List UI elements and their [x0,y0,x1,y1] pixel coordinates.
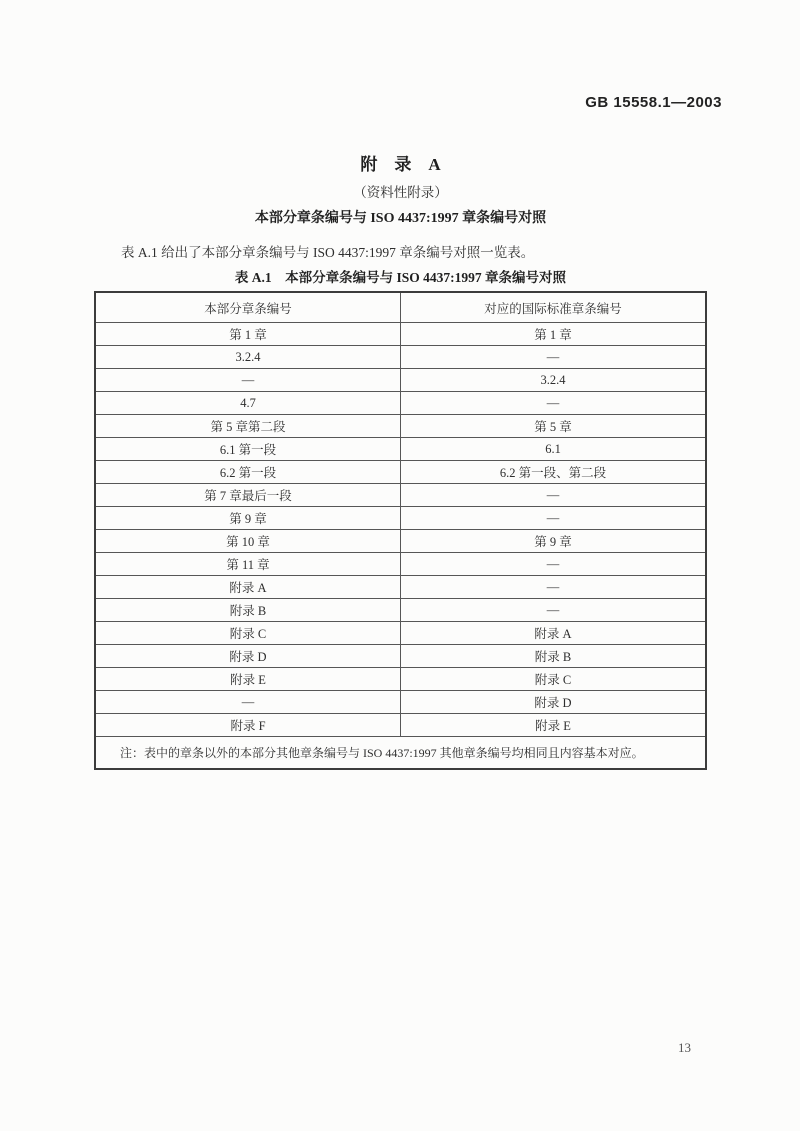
col-header-iso: 对应的国际标准章条编号 [401,292,707,323]
col-header-this-part: 本部分章条编号 [95,292,401,323]
table-row [95,507,706,530]
page-number: 13 [678,1040,691,1055]
table-cell: — [401,599,707,622]
table-cell: 附录 A [401,622,707,645]
table-body [95,323,706,737]
table-cell: 附录 F [95,714,401,737]
table-row [95,415,706,438]
appendix-title: 附 录 A [360,155,441,174]
table-cell: 6.2 第一段 [95,461,401,484]
table-row [95,622,706,645]
intro-paragraph: 表 A.1 给出了本部分章条编号与 ISO 4437:1997 章条编号对照一览表。 [121,245,535,260]
table-row [95,323,706,346]
table-row [95,484,706,507]
table-caption: 表 A.1 本部分章条编号与 ISO 4437:1997 章条编号对照 [234,270,567,285]
table-cell: 第 5 章 [401,415,707,438]
table-row [95,691,706,714]
table-cell: 附录 E [401,714,707,737]
table-cell: 第 5 章第二段 [95,415,401,438]
table-note: 注：表中的章条以外的本部分其他章条编号与 ISO 4437:1997 其他章条编号均相同且内容基本对应。 [95,737,706,770]
table-cell: 附录 D [95,645,401,668]
table-row [95,438,706,461]
table-cell: 第 1 章 [401,323,707,346]
table-row [95,553,706,576]
table-row [95,599,706,622]
note-row [95,737,706,770]
table-row [95,668,706,691]
table-cell: — [401,484,707,507]
table-cell: 3.2.4 [401,369,707,392]
table-row [95,461,706,484]
table-cell: 附录 E [95,668,401,691]
table-cell: 6.1 第一段 [95,438,401,461]
table-cell: 3.2.4 [95,346,401,369]
table-cell: 附录 C [401,668,707,691]
table-cell: 附录 D [401,691,707,714]
table-cell: 附录 C [95,622,401,645]
table-row [95,714,706,737]
table-cell: — [95,369,401,392]
table-cell: — [95,691,401,714]
table-cell: — [401,507,707,530]
table-cell: 第 9 章 [95,507,401,530]
table-cell: — [401,576,707,599]
table-footer [95,737,706,770]
table-cell: 6.1 [401,438,707,461]
table-row [95,530,706,553]
table-cell: 第 7 章最后一段 [95,484,401,507]
table-cell: 第 10 章 [95,530,401,553]
table-row [95,392,706,415]
table-cell: 附录 B [95,599,401,622]
table-cell: 附录 B [401,645,707,668]
table-row [95,576,706,599]
table-row [95,645,706,668]
table-header [95,292,706,323]
table-cell: — [401,392,707,415]
page-content [94,0,707,770]
header-row [95,292,706,323]
doc-number: GB 15558.1—2003 [585,94,722,111]
clause-comparison-table [94,291,707,770]
table-cell: — [401,346,707,369]
table-cell: 第 1 章 [95,323,401,346]
table-row [95,346,706,369]
table-row [95,369,706,392]
table-cell: 第 9 章 [401,530,707,553]
appendix-heading: 本部分章条编号与 ISO 4437:1997 章条编号对照 [254,211,547,226]
table-cell: 第 11 章 [95,553,401,576]
table-cell: 附录 A [95,576,401,599]
appendix-subtitle: （资料性附录） [353,185,448,200]
table-cell: — [401,553,707,576]
table-cell: 4.7 [95,392,401,415]
table-cell: 6.2 第一段、第二段 [401,461,707,484]
